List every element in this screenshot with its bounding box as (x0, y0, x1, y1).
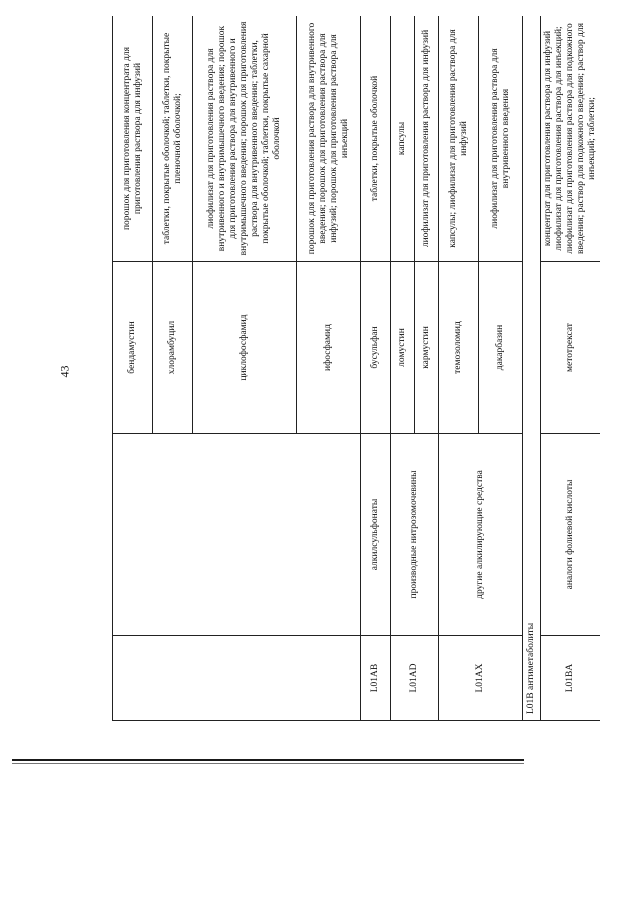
drug-cell: ломустин (391, 262, 415, 434)
code-cell: L01BA (541, 636, 601, 721)
drug-cell: темозоломид (439, 262, 479, 434)
heading-code: L01B (526, 692, 536, 714)
form-cell: капсулы (391, 16, 415, 262)
form-cell: лиофилизат для приготовления раствора для внутривенного введения (479, 16, 523, 262)
drug-cell: дакарбазин (479, 262, 523, 434)
table-row (541, 16, 601, 721)
code-cell: L01AB (361, 636, 391, 721)
table-row (523, 16, 541, 721)
table-row (439, 16, 479, 721)
drug-table-rotated (112, 16, 600, 721)
drug-cell: бендамустин (113, 262, 153, 434)
drug-table (112, 16, 600, 721)
drug-cell: циклофосфамид (193, 262, 297, 434)
group-cell (113, 434, 361, 636)
drug-cell: хлорамбуцил (153, 262, 193, 434)
table-row (361, 16, 391, 721)
form-cell: лиофилизат для приготовления раствора для инфузий (415, 16, 439, 262)
drug-cell: кармустин (415, 262, 439, 434)
code-cell: L01AX (439, 636, 523, 721)
code-cell (113, 636, 361, 721)
form-cell: таблетки, покрытые оболочкой; таблетки, покрытые пленочной оболочкой; (153, 16, 193, 262)
drug-cell: метотрексат (541, 262, 601, 434)
group-cell: алкилсульфонаты (361, 434, 391, 636)
group-cell: аналоги фолиевой кислоты (541, 434, 601, 636)
table-row (113, 16, 153, 721)
table-row (391, 16, 415, 721)
drug-cell: ифосфамид (297, 262, 361, 434)
separator-line (12, 759, 524, 761)
form-cell: таблетки, покрытые оболочкой (361, 16, 391, 262)
form-cell: капсулы; лиофилизат для приготовления раствора для инфузий (439, 16, 479, 262)
separator-line-thin (12, 763, 524, 764)
form-cell: лиофилизат для приготовления раствора для внутривенного и внутримышечного введения; порошок для приготовления раствора для внутривенного и внутримышечного введения; порошок для приготовления раствора для внутривенного введения; таблетки, покрытые оболочкой; таблетки, покрытые сахарной оболочкой (193, 16, 297, 262)
drug-table-wrapper (112, 16, 600, 721)
form-cell: порошок для приготовления концентрата для приготовления раствора для инфузий (113, 16, 153, 262)
heading-cell (523, 16, 541, 721)
page-number: 43 (57, 365, 72, 378)
group-cell: другие алкилирующие средства (439, 434, 523, 636)
form-cell: концентрат для приготовления раствора для инфузий лиофилизат для приготовления раствора для инъекций; лиофилизат для приготовления раствора для подкожного введения; раствор для подкожного введения; раствор для инъекций; таблетки; (541, 16, 601, 262)
code-cell: L01AD (391, 636, 439, 721)
drug-cell: бусульфан (361, 262, 391, 434)
group-cell: производные нитрозомочевины (391, 434, 439, 636)
form-cell: порошок для приготовления раствора для внутривенного введения; порошок для приготовления раствора для инфузий; порошок для приготовления раствора для инъекций (297, 16, 361, 262)
heading-group: антиметаболиты (526, 622, 536, 690)
